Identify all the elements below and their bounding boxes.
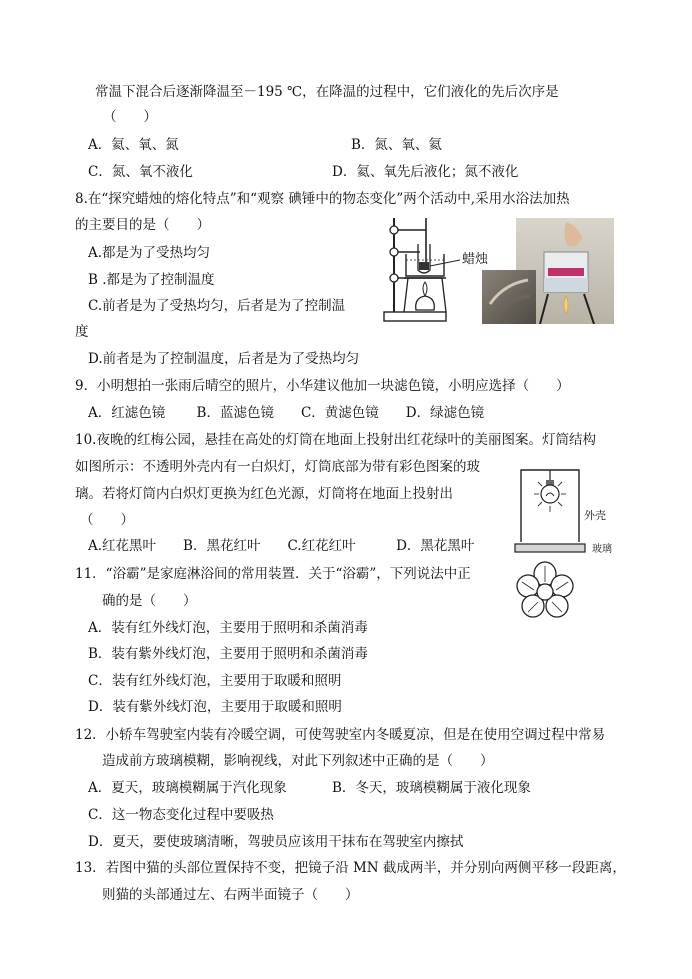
q9-stem: 9．小明想拍一张雨后晴空的照片，小华建议他加一块滤色镜，小明应选择（ ）: [75, 378, 570, 394]
lamp-tube-figure: [513, 466, 589, 560]
iodine-hammer-photo: [482, 218, 614, 324]
q8-option-c-line1: C.前者是为了受热均匀，后者是为了控制温: [88, 298, 346, 314]
q10-options: A.红花黑叶 B．黑花红叶 C.红花红叶 D．黑花黑叶: [88, 538, 475, 554]
q7-option-a: A．氦、氧、氮: [88, 137, 179, 153]
q7-option-c: C．氮、氧不液化: [88, 164, 193, 180]
shell-label: 外壳: [584, 509, 606, 522]
q12-stem-line1: 12．小轿车驾驶室内装有冷暖空调，可使驾驶室内冬暖夏凉，但是在使用空调过程中常易: [75, 727, 606, 743]
q11-option-a: A．装有红外线灯泡，主要用于照明和杀菌消毒: [88, 620, 368, 636]
q10-stem-line1: 10.夜晚的红梅公园，悬挂在高处的灯筒在地面上投射出红花绿叶的美丽图案。灯筒结构: [75, 432, 596, 448]
q8-option-d: D.前者是为了控制温度，后者是为了受热均匀: [88, 351, 360, 367]
q11-option-c: C．装有红外线灯泡，主要用于取暖和照明: [88, 673, 342, 689]
q8-option-b: B .都是为了控制温度: [88, 272, 215, 288]
glass-label: 玻璃: [592, 544, 612, 555]
q8-stem-line1: 8.在“探究蜡烛的熔化特点”和“观察 碘锤中的物态变化”两个活动中,采用水浴法加热: [75, 191, 570, 207]
q11-stem-line1: 11．“浴霸”是家庭淋浴间的常用装置．关于“浴霸”，下列说法中正: [75, 566, 471, 582]
q11-option-b: B．装有紫外线灯泡，主要用于照明和杀菌消毒: [88, 646, 368, 662]
q10-stem-line3: 璃。若将灯筒内白炽灯更换为红色光源，灯筒将在地面上投射出: [75, 486, 453, 502]
q12-option-b: B．冬天，玻璃模糊属于液化现象: [332, 780, 531, 796]
q13-stem-line2: 则猫的头部通过左、右两半面镜子（ ）: [102, 887, 359, 903]
q8-stem-line2: 的主要目的是（ ）: [75, 217, 210, 233]
q7-stem-line: 常温下混合后逐渐降温至－195 ℃，在降温的过程中，它们液化的先后次序是: [95, 84, 559, 100]
q12-option-a: A．夏天，玻璃模糊属于汽化现象: [88, 780, 287, 796]
q7-option-d: D．氦、氧先后液化；氮不液化: [332, 164, 519, 180]
q10-answer-paren: （ ）: [80, 512, 134, 528]
q7-option-b: B．氮、氧、氦: [351, 137, 442, 153]
q8-option-c-line2: 度: [75, 324, 89, 340]
q13-stem-line1: 13．若图中猫的头部位置保持不变，把镜子沿 MN 截成两半，并分别向两侧平移一段距离，: [75, 860, 626, 876]
q12-stem-line2: 造成前方玻璃模糊，影响视线，对此下列叙述中正确的是（ ）: [102, 753, 494, 769]
q11-option-d: D．装有紫外线灯泡，主要用于取暖和照明: [88, 699, 342, 715]
candle-label: 蜡烛: [462, 252, 489, 267]
q12-option-c: C．这一物态变化过程中要吸热: [88, 807, 274, 823]
q12-option-d: D．夏天，要使玻璃清晰，驾驶员应该用干抹布在驾驶室内擦拭: [88, 834, 464, 850]
bath-heater-figure: [516, 560, 574, 622]
q9-options: A．红滤色镜 B．蓝滤色镜 C．黄滤色镜 D．绿滤色镜: [88, 405, 485, 421]
q11-stem-line2: 确的是（ ）: [102, 593, 197, 609]
q7-answer-paren: （ ）: [103, 109, 157, 125]
q10-stem-line2: 如图所示：不透明外壳内有一白炽灯，灯筒底部为带有彩色图案的玻: [75, 459, 480, 475]
q8-option-a: A.都是为了受热均匀: [88, 245, 211, 261]
